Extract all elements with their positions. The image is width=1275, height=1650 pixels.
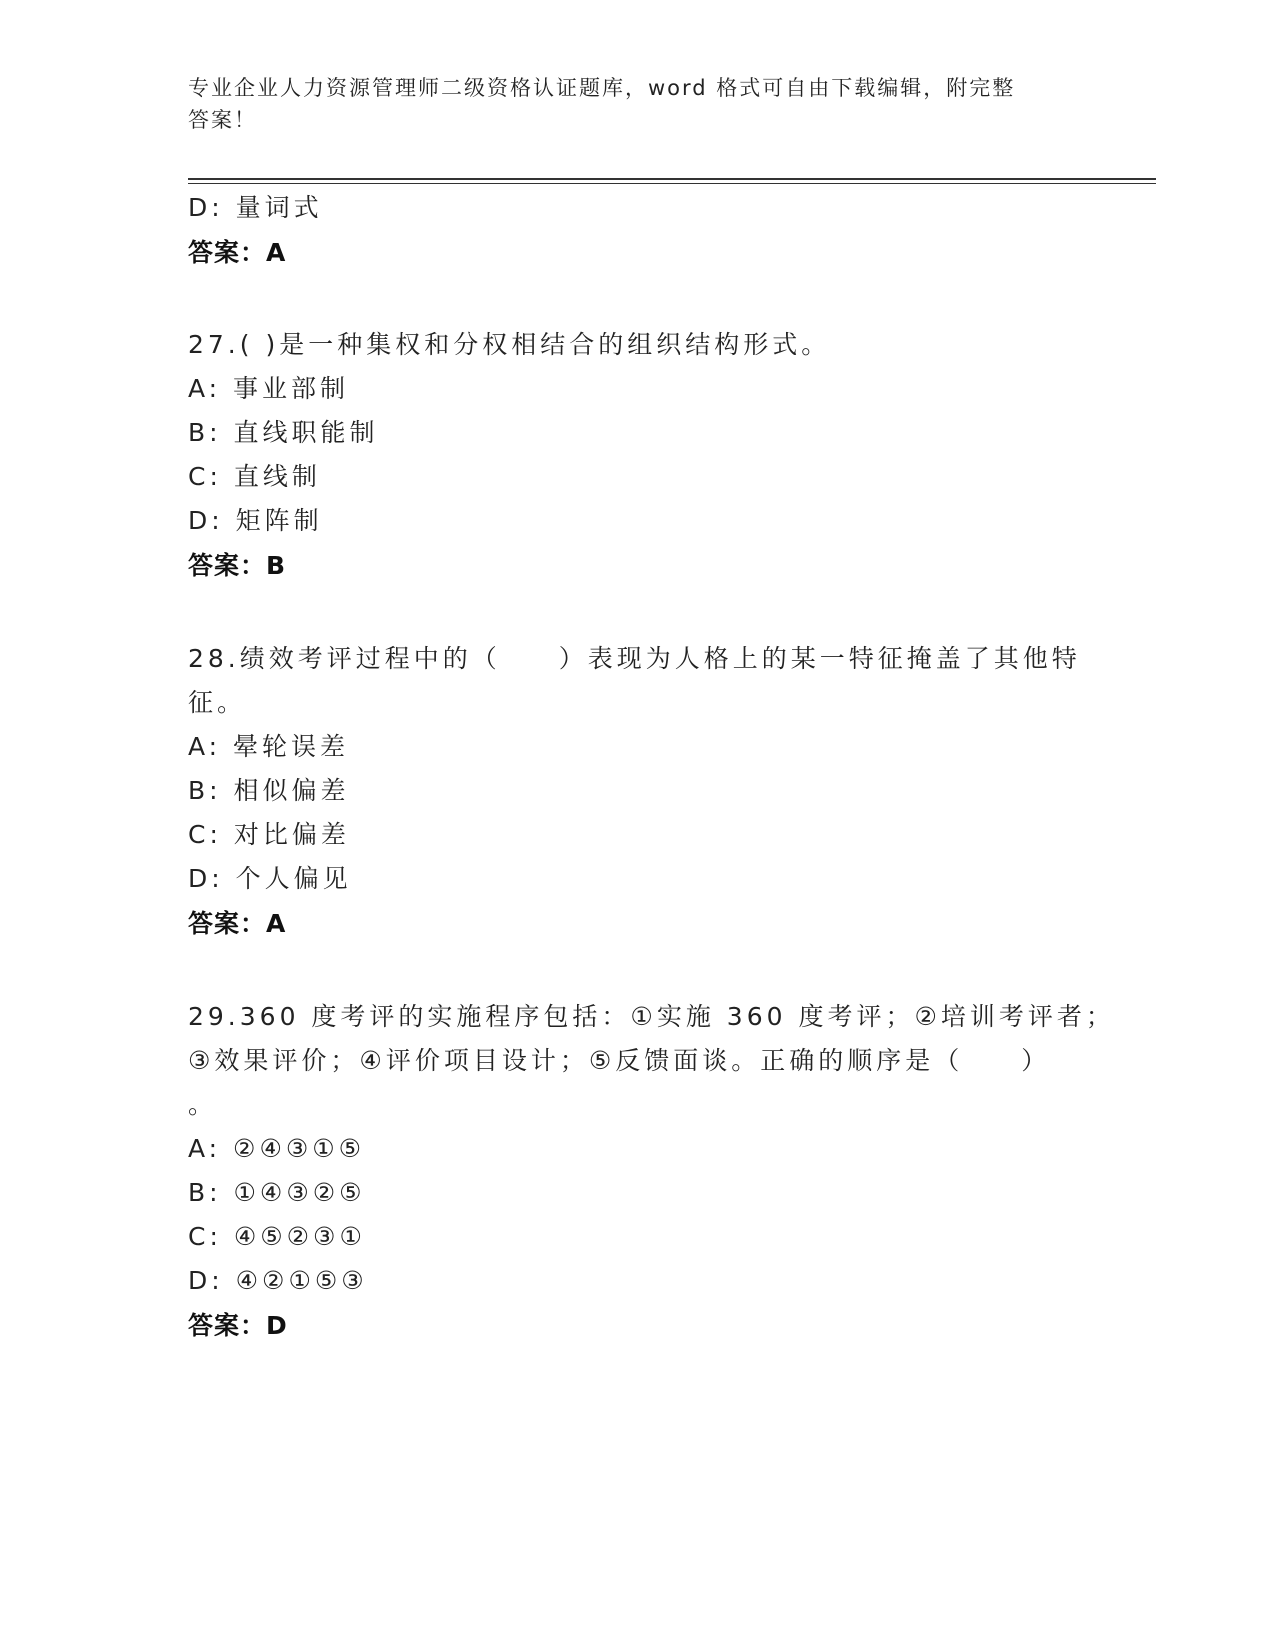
q28-option-a: A: 晕轮误差: [188, 732, 350, 761]
q27-option-d: D: 矩阵制: [188, 506, 323, 535]
q29-option-a: A: ②④③①⑤: [188, 1134, 366, 1163]
q28-option-d: D: 个人偏见: [188, 864, 352, 893]
q28-option-c: C: 对比偏差: [188, 820, 350, 849]
q29-option-b: B: ①④③②⑤: [188, 1178, 366, 1207]
q29-option-c: C: ④⑤②③①: [188, 1222, 366, 1251]
header-rule-thin: [188, 183, 1156, 184]
q26-option-d: D: 量词式: [188, 193, 323, 222]
q27-stem: 27.( )是一种集权和分权相结合的组织结构形式。: [188, 330, 831, 359]
q29-stem-line-3: 。: [188, 1090, 218, 1119]
q27-answer: 答案：B: [188, 551, 287, 580]
q28-answer: 答案：A: [188, 909, 287, 938]
q28-stem-line-1: 28.绩效考评过程中的（ ）表现为人格上的某一特征掩盖了其他特: [188, 644, 1081, 673]
q29-option-d: D: ④②①⑤③: [188, 1266, 368, 1295]
q29-answer: 答案：D: [188, 1311, 288, 1340]
q28-option-b: B: 相似偏差: [188, 776, 350, 805]
header-rule-thick: [188, 178, 1156, 180]
header-line-2: 答案！: [188, 108, 257, 132]
q27-option-b: B: 直线职能制: [188, 418, 379, 447]
q26-answer: 答案：A: [188, 238, 287, 267]
header-line-1: 专业企业人力资源管理师二级资格认证题库，word 格式可自由下载编辑，附完整: [188, 76, 1016, 100]
q29-stem-line-2: ③效果评价；④评价项目设计；⑤反馈面谈。正确的顺序是（ ）: [188, 1046, 1051, 1075]
q27-option-c: C: 直线制: [188, 462, 321, 491]
q28-stem-line-2: 征。: [188, 688, 247, 717]
document-header: [188, 72, 1088, 136]
q27-option-a: A: 事业部制: [188, 374, 350, 403]
q29-stem-line-1: 29.360 度考评的实施程序包括：①实施 360 度考评；②培训考评者；: [188, 1002, 1115, 1031]
